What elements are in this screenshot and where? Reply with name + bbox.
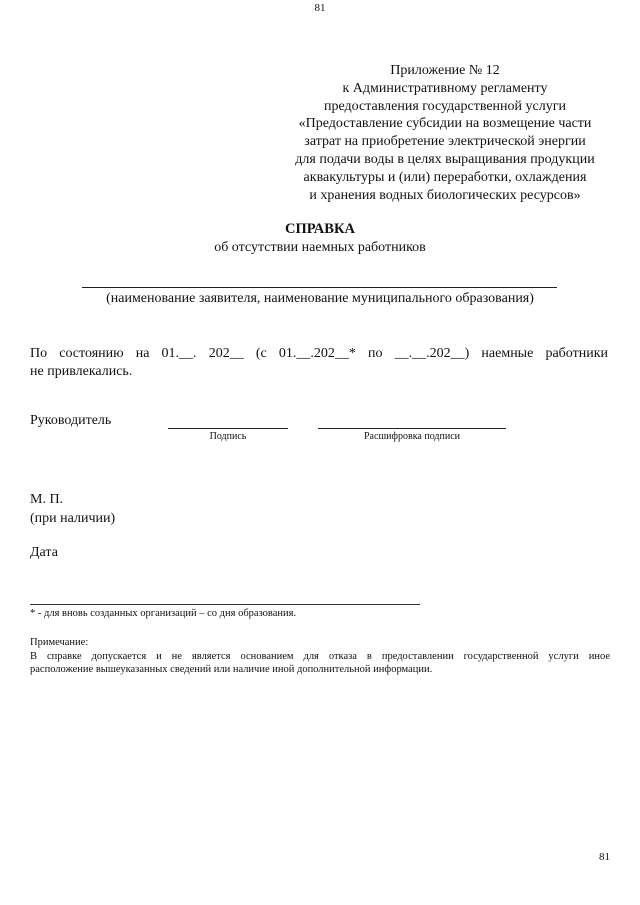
appendix-line: затрат на приобретение электрической энергии — [304, 134, 586, 150]
date-label: Дата — [30, 545, 58, 560]
appendix-line: аквакультуры и (или) переработки, охлаждения — [303, 169, 587, 185]
status-line-2: не привлекались. — [30, 364, 133, 379]
stamp-block — [30, 490, 115, 528]
signature-decoding-caption: Расшифровка подписи — [364, 431, 460, 442]
stamp-note: (при наличии) — [30, 511, 116, 526]
note-block — [30, 636, 610, 677]
appendix-line: предоставления государственной услуги — [324, 98, 566, 114]
status-statement — [30, 345, 608, 381]
document-title: СПРАВКА — [285, 221, 355, 237]
document-subtitle: об отсутствии наемных работников — [214, 240, 426, 255]
note-line-1: В справке допускается и не является основанием для отказа в предоставлении государственной услуги иное — [30, 650, 610, 662]
status-line-1: По состоянию на 01.__. 202__ (с 01.__.202__* по __.__.202__) наемные работники — [30, 346, 608, 361]
appendix-line: и хранения водных биологических ресурсов» — [309, 187, 581, 203]
signature-decoding-line — [318, 428, 506, 429]
head-label: Руководитель — [30, 413, 112, 428]
note-text — [30, 650, 610, 677]
stamp-label: М. П. — [30, 492, 64, 507]
appendix-header — [270, 62, 620, 204]
applicant-name-line — [82, 287, 557, 288]
note-line-2: расположение вышеуказанных сведений или наличие иной дополнительной информации. — [30, 664, 433, 675]
page-number-top: 81 — [314, 2, 326, 14]
footnote-separator — [30, 604, 420, 605]
appendix-line: Приложение № 12 — [390, 63, 500, 78]
signature-caption: Подпись — [209, 431, 247, 442]
note-title: Примечание: — [30, 637, 89, 648]
appendix-line: к Административному регламенту — [342, 80, 548, 96]
appendix-line: для подачи воды в целях выращивания продукции — [295, 151, 595, 167]
page-number-bottom: 81 — [599, 851, 610, 863]
footnote: * - для вновь созданных организаций – со дня образования. — [30, 608, 297, 619]
applicant-caption: (наименование заявителя, наименование муниципального образования) — [106, 291, 534, 306]
appendix-line: «Предоставление субсидии на возмещение части — [298, 116, 592, 132]
signature-line — [168, 428, 288, 429]
